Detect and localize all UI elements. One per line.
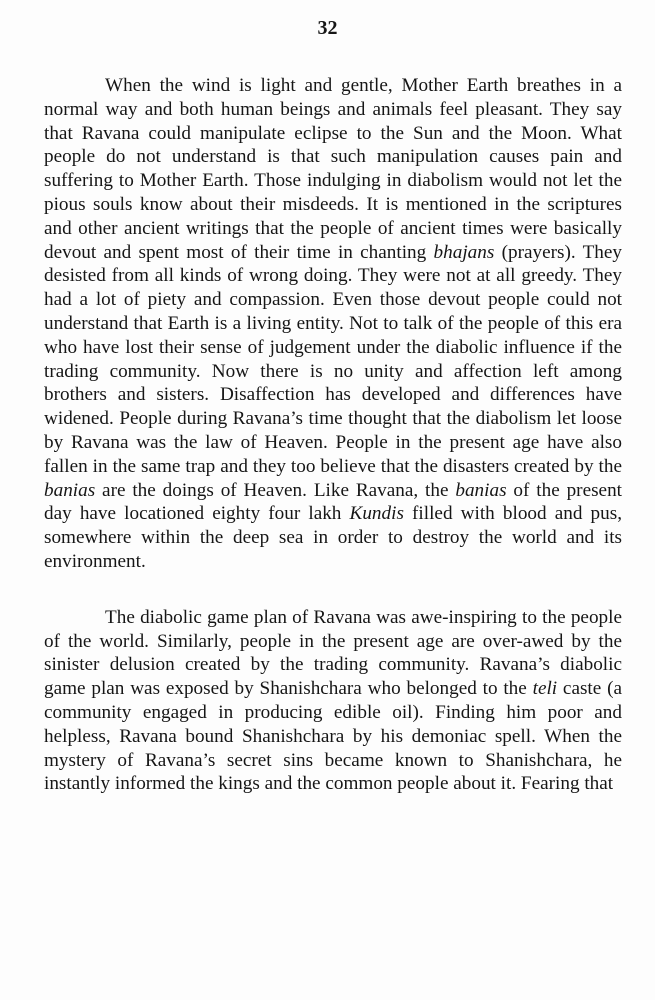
paragraph	[44, 74, 622, 574]
paragraph	[44, 606, 622, 796]
italic-term: Kundis	[349, 503, 404, 525]
text-run: filled with blood and pus, somewhere within the deep sea in order to destroy the world and its environment.	[44, 503, 622, 572]
text-run: caste (a community engaged in producing edible oil). Finding him poor and helpless, Ravana bound Shanishchara by his demoniac spell. When the mystery of Ravana’s secret sins became known to Shanishchara, he instantly informed the kings and the common people about it. Fearing that	[44, 678, 622, 795]
page-number: 32	[317, 17, 338, 39]
italic-term: teli	[532, 678, 558, 700]
text-run: are the doings of Heaven. Like Ravana, the	[95, 479, 456, 501]
text-run: (prayers). They desisted from all kinds of wrong doing. They were not at all greedy. They had a lot of piety and compassion. Even those devout people could not understand that Earth is a living entity. Not to talk of the people of this era who have lost their sense of judgement under the diabolic influence if the trading community. Now there is no unity and affection left among brothers and sisters. Disaffection has developed and differences have widened. People during Ravana’s time thought that the diabolism let loose by Ravana was the law of Heaven. People in the present age have also fallen in the same trap and they too believe that the disasters created by the	[44, 241, 622, 477]
italic-term: banias	[455, 479, 507, 501]
italic-term: bhajans	[433, 241, 495, 263]
body-text	[44, 74, 622, 796]
italic-term: banias	[44, 479, 96, 501]
text-run: The diabolic game plan of Ravana was awe-inspiring to the people of the world. Similarly, people in the present age are over-awed by the sinister delusion created by the trading community. Ravana’s diabolic game plan was exposed by Shanishchara who belonged to the	[44, 606, 622, 700]
text-run: of the present day have locationed eighty four lakh	[44, 479, 622, 525]
text-run: When the wind is light and gentle, Mother Earth breathes in a normal way and both human beings and animals feel pleasant. They say that Ravana could manipulate eclipse to the Sun and the Moon. What people do not understand is that such manipulation causes pain and suffering to Mother Earth. Those indulging in diabolism would not let the pious souls know about their misdeeds. It is mentioned in the scriptures and other ancient writings that the people of ancient times were basically devout and spent most of their time in chanting	[44, 75, 622, 263]
